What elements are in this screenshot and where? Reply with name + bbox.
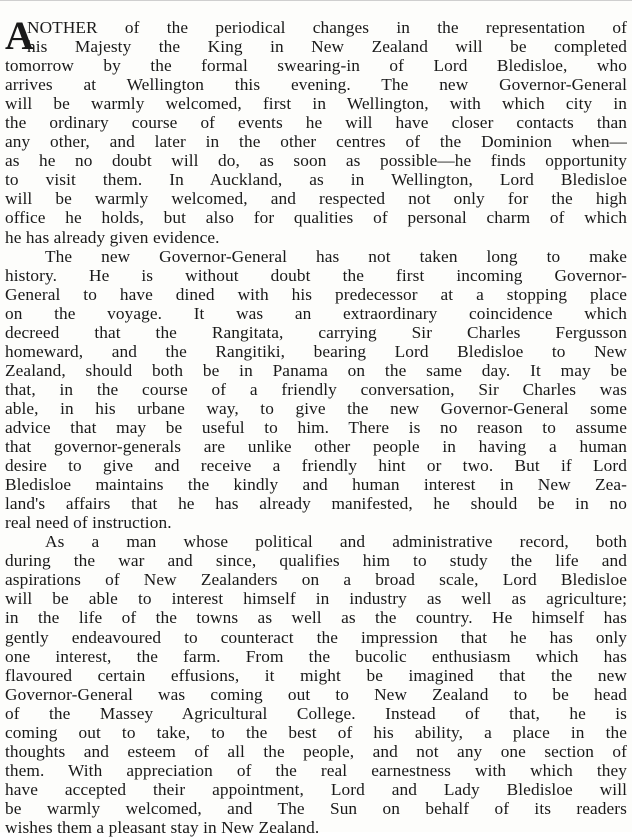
text-line: any other, and later in the other centres of the Dominion when— bbox=[5, 132, 627, 152]
text-line: homeward, and the Rangitiki, bearing Lord Bledisloe to New bbox=[5, 341, 627, 361]
text-line: General to have dined with his predecessor at a stopping place bbox=[5, 284, 627, 304]
text-line: As a man whose political and administrative record, both bbox=[45, 532, 627, 552]
paragraph-3 bbox=[5, 532, 627, 837]
text-line: office he holds, but also for qualities of personal charm of which bbox=[5, 208, 627, 228]
editorial-article bbox=[5, 13, 627, 837]
text-line: land's affairs that he has already manifested, he should be in no bbox=[5, 494, 627, 514]
text-line: that governor-generals are unlike other people in having a human bbox=[5, 437, 627, 457]
text-line: coming out to take, to the best of his ability, a place in the bbox=[5, 722, 627, 742]
text-line: to visit them. In Auckland, as in Wellington, Lord Bledisloe bbox=[5, 170, 627, 190]
text-line: history. He is without doubt the first incoming Governor- bbox=[5, 265, 627, 285]
text-line: as he no doubt will do, as soon as possible—he finds opportunity bbox=[5, 151, 627, 171]
text-line: one interest, the farm. From the bucolic enthusiasm which has bbox=[5, 646, 627, 666]
text-line: flavoured certain effusions, it might be imagined that the new bbox=[5, 665, 627, 685]
text-line: decreed that the Rangitata, carrying Sir Charles Fergusson bbox=[5, 322, 627, 342]
text-line: The new Governor-General has not taken long to make bbox=[45, 246, 627, 266]
drop-cap: A bbox=[5, 13, 34, 58]
top-rule bbox=[0, 0, 632, 1]
text-line: will be warmly welcomed, first in Wellington, with which city in bbox=[5, 94, 627, 114]
text-line: his Majesty the King in New Zealand will be completed bbox=[27, 37, 627, 57]
text-line: on the voyage. It was an extraordinary coincidence which bbox=[5, 303, 627, 323]
text-line: the ordinary course of events he will have closer contacts than bbox=[5, 113, 627, 133]
text-line: will be warmly welcomed, and respected not only for the high bbox=[5, 189, 627, 209]
text-line: Zealand, should both be in Panama on the same day. It may be bbox=[5, 360, 627, 380]
text-line: will be able to interest himself in industry as well as agriculture; bbox=[5, 589, 627, 609]
text-line: of the Massey Agricultural College. Instead of that, he is bbox=[5, 703, 627, 723]
text-line: thoughts and esteem of all the people, and not any one section of bbox=[5, 741, 627, 761]
text-line: gently endeavoured to counteract the impression that he has only bbox=[5, 627, 627, 647]
text-line: them. With appreciation of the real earnestness with which they bbox=[5, 760, 627, 780]
text-line: he has already given evidence. bbox=[5, 227, 220, 247]
text-line: have accepted their appointment, Lord and Lady Bledisloe will bbox=[5, 779, 627, 799]
text-line: during the war and since, qualifies him to study the life and bbox=[5, 551, 627, 571]
text-line: wishes them a pleasant stay in New Zealand. bbox=[5, 817, 320, 837]
text-line: arrives at Wellington this evening. The new Governor-General bbox=[5, 75, 627, 95]
text-line: aspirations of New Zealanders on a broad scale, Lord Bledisloe bbox=[5, 570, 627, 590]
text-line: real need of instruction. bbox=[5, 513, 172, 533]
paragraph-1 bbox=[5, 13, 627, 247]
text-line: in the life of the towns as well as the country. He himself has bbox=[5, 608, 627, 628]
text-line: Governor-General was coming out to New Zealand to be head bbox=[5, 684, 627, 704]
text-line: desire to give and receive a friendly hint or two. But if Lord bbox=[5, 456, 627, 476]
text-line: advice that may be useful to him. There is no reason to assume bbox=[5, 417, 627, 437]
text-line: able, in his urbane way, to give the new Governor-General some bbox=[5, 398, 627, 418]
paragraph-2 bbox=[5, 247, 627, 533]
text-line: tomorrow by the formal swearing-in of Lord Bledisloe, who bbox=[5, 56, 627, 76]
text-line: Bledisloe maintains the kindly and human interest in New Zea- bbox=[5, 475, 627, 495]
text-line: be warmly welcomed, and The Sun on behalf of its readers bbox=[5, 798, 627, 818]
text-line: NOTHER of the periodical changes in the representation of bbox=[27, 18, 627, 37]
text-line: that, in the course of a friendly conversation, Sir Charles was bbox=[5, 379, 627, 399]
